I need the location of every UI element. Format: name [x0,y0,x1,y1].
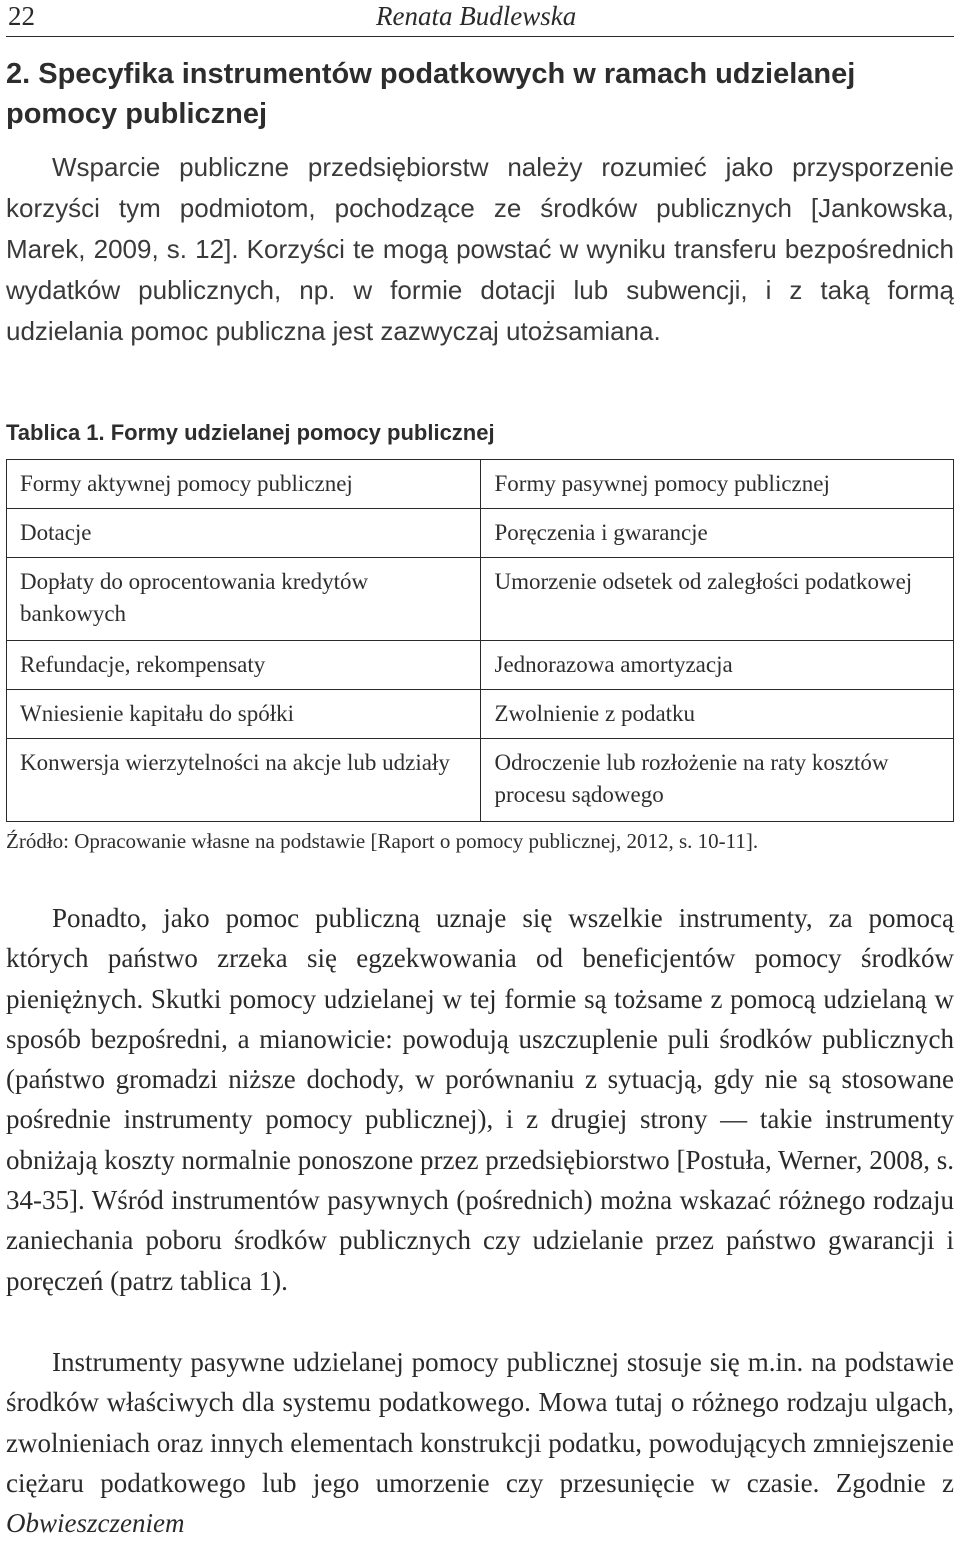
table-cell: Wniesienie kapitału do spółki [7,690,481,739]
table-header-cell: Formy pasywnej pomocy publicznej [480,460,954,509]
body-paragraph-1: Ponadto, jako pomoc publiczną uznaje się wszelkie instrumenty, za pomocą których państwo zrzeka się egzekwowania od beneficjentów pomocy środków pieniężnych. Skutki pomocy udzielanej w tej formie są tożsame z pomocą udzielaną w sposób bezpośredni, a mianowicie: powodują uszczuplenie puli środków publicznych (państwo gromadzi niższe dochody, w porównaniu z sytuacją, gdy nie są stosowane pośrednie instrumenty pomocy publicznej), i z drugiej strony — takie instrumenty obniżają koszty normalnie ponoszone przez przedsiębiorstwo [Postuła, Werner, 2008, s. 34-35]. Wśród instrumentów pasywnych (pośrednich) można wskazać różnego rodzaju zaniechania poboru środków publicznych czy udzielanie przez państwo gwarancji i poręczeń (patrz tablica 1). [6,903,954,1296]
table-cell: Dotacje [7,509,481,558]
table-row [7,558,954,641]
intro-paragraph: Wsparcie publiczne przedsiębiorstw należy rozumieć jako przysporzenie korzyści tym podmiotom, pochodzące ze środków publicznych [Jankowska, Marek, 2009, s. 12]. Korzyści te mogą powstać w wyniku transferu bezpośrednich wydatków publicznych, np. w formie dotacji lub subwencji, i z taką formą udzielania pomoc publiczna jest zazwyczaj utożsamiana. [6,152,954,346]
section-heading: 2. Specyfika instrumentów podatkowych w ramach udzielanej pomocy publicznej [6,58,856,130]
table-cell: Refundacje, rekompensaty [7,641,481,690]
running-header [6,0,954,37]
table-row [7,641,954,690]
table-source-note: Źródło: Opracowanie własne na podstawie [Raport o pomocy publicznej, 2012, s. 10-11]. [6,829,759,853]
table-row [7,739,954,822]
body-paragraph-2-italic: Obwieszczeniem [6,1508,185,1539]
forms-table [6,459,954,822]
table-cell: Konwersja wierzytelności na akcje lub udziały [7,739,481,822]
table-header-cell: Formy aktywnej pomocy publicznej [7,460,481,509]
body-paragraph-2-text: Instrumenty pasywne udzielanej pomocy publicznej stosuje się m.in. na podstawie środków właściwych dla systemu podatkowego. Mowa tutaj o różnego rodzaju ulgach, zwolnieniach oraz innych elementach konstrukcji podatku, powodujących zmniejszenie ciężaru podatkowego lub jego umorzenie czy przesunięcie w czasie. Zgodnie z [6,1347,954,1498]
table-header-row [7,460,954,509]
table-cell: Odroczenie lub rozłożenie na raty kosztów procesu sądowego [480,739,954,822]
table-cell: Jednorazowa amortyzacja [480,641,954,690]
table-cell: Zwolnienie z podatku [480,690,954,739]
running-title: Renata Budlewska [376,1,577,31]
table-cell: Poręczenia i gwarancje [480,509,954,558]
table-cell: Umorzenie odsetek od zaległości podatkowej [480,558,954,641]
table-row [7,690,954,739]
page-number: 22 [8,1,35,31]
table-row [7,509,954,558]
table-cell: Dopłaty do oprocentowania kredytów bankowych [7,558,481,641]
body-paragraph-2 [6,1342,954,1543]
table-caption: Tablica 1. Formy udzielanej pomocy publicznej [6,420,495,445]
